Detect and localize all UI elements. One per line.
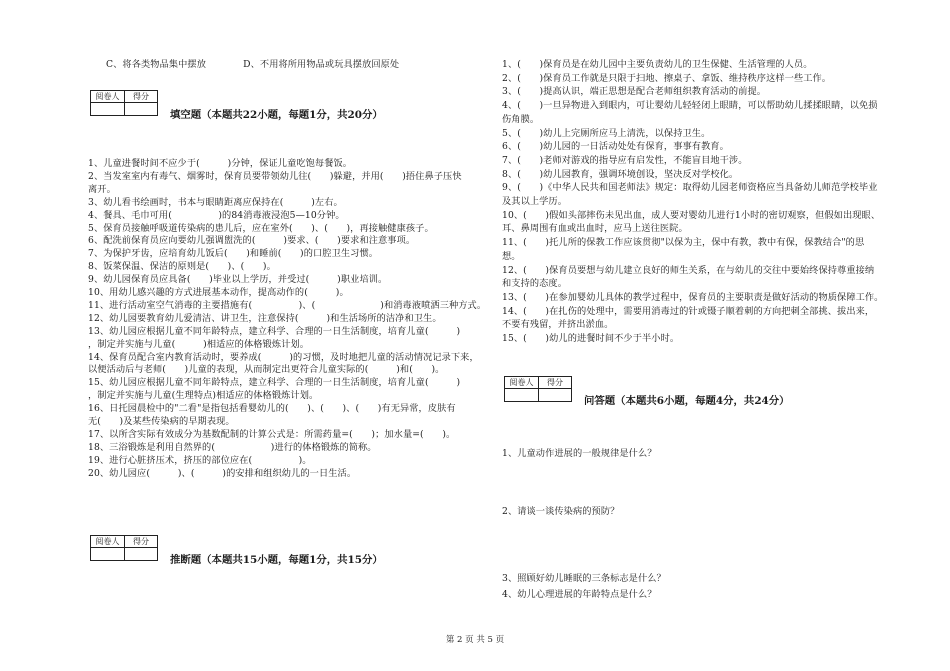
question-line: 14、保育员配合室内教育活动时，要养成( )的习惯，及时地把儿童的活动情况记录下来， [88,351,479,363]
question-line: 13、幼儿园应根据儿童不同年龄特点，建立科学、合理的一日生活制度，培育儿童( ) [88,325,461,337]
question-line: 4、( )一旦异物进入到眼内，可让婴幼儿轻轻闭上眼睛，可以帮助幼儿揉揉眼睛，以免损 [502,100,878,112]
question-line: ，制定并实施与儿童(生理特点)相适应的体格锻炼计划。 [88,390,319,402]
score-cell [125,548,157,560]
question-line: 13、( )在参加婴幼儿具体的教学过程中，保育员的主要职责是做好活动的物质保障工作。 [502,291,884,303]
fill-in-score-box [90,90,158,116]
qa-heading: 问答题（本题共6小题，每题4分，共24分） [584,395,790,407]
fill-in-heading: 填空题（本题共22小题，每题1分，共20分） [170,109,383,121]
question-line: 11、进行活动室空气消毒的主要措施有( )、( )和消毒液喷洒三种方式。 [88,299,487,311]
question-line: 3、幼儿看书绘画时，书本与眼睛距离应保持在( )左右。 [88,196,343,208]
question-line: 1、儿童进餐时间不应少于( )分钟，保证儿童吃饱每餐饭。 [88,158,353,169]
question-line: 3、( )提高认识，端正思想是配合老师组织教育活动的前提。 [502,86,767,98]
score-cell [125,103,157,115]
reviewer-cell [91,103,125,115]
question-line: 以便活动后与老师( )儿童的表现，从而制定出更符合儿童实际的( )和( )。 [88,364,445,376]
question-line: 17、以所含实际有效成分为基数配制的计算公式是：所需药量=( )；加水量=( )。 [88,428,456,440]
question-line: 无( )及某些传染病的早期表现。 [88,416,235,427]
question-line: ，制定并实施与儿童( )相适应的体格锻炼计划。 [88,338,309,350]
question-line: 19、进行心脏挤压术，挤压的部位应在( )。 [88,454,312,466]
qa-question: 3、照顾好幼儿睡眠的三条标志是什么？ [502,573,666,584]
score-label: 得分 [125,91,157,103]
question-line: 4、餐具、毛巾可用( )的84消毒液浸泡5—10分钟。 [88,209,345,221]
question-line: 15、( )幼儿的进餐时间不少于半小时。 [502,333,680,344]
question-line: 8、饭菜保温、保洁的原则是( )、( )。 [88,261,276,273]
question-line: 20、幼儿园应( )、( )的安排和组织幼儿的一日生活。 [88,467,357,479]
reviewer-label: 阅卷人 [505,377,539,389]
question-line: 耳、鼻周围有血或出血时，应马上送往医院。 [502,223,688,235]
question-line: 离开。 [88,183,116,195]
question-line: 9、幼儿园保育员应具备( )毕业以上学历，并受过( )职业培训。 [88,274,388,286]
question-line: 8、( )幼儿园教育，强调环境创设，坚决反对学校化。 [502,168,739,180]
question-line: 12、( )保育员要想与幼儿建立良好的师生关系，在与幼儿的交往中要始终保持尊重接纳 [502,264,875,276]
question-line: 14、( )在扎伤的处理中，需要用消毒过的针或镊子顺着刺的方向把刺全部挑、拔出来， [502,305,875,317]
question-line: 16、日托园晨检中的"二看"是指包括看婴幼儿的( )、( )、( )有无异常，皮肤有 [88,403,456,415]
question-line: 想。 [502,250,521,262]
question-line: 及其以上学历。 [502,196,568,207]
question-line: 5、保育员接触呼吸道传染病的患儿后，应在室外( )、( )，再接触健康孩子。 [88,222,434,234]
qa-score-box [504,376,572,402]
question-line: 7、( )老师对游戏的指导应有启发性，不能盲目地干涉。 [502,154,748,166]
reviewer-label: 阅卷人 [91,536,125,548]
question-line: 7、为保护牙齿，应培育幼儿饭后( )和睡前( )的口腔卫生习惯。 [88,248,379,260]
question-line: 6、配洗前保育员应向要幼儿强调盥洗的( )要求、( )要求和注意事项。 [88,235,416,247]
score-label: 得分 [539,377,571,389]
question-line: 2、( )保育员工作就是只限于扫地、擦桌子、拿饭、维持秩序这样一些工作。 [502,72,832,84]
question-line: 18、三浴锻炼是利用自然界的( )进行的体格锻炼的简称。 [88,441,377,453]
true-false-score-box [90,535,158,561]
question-line: 12、幼儿园要教育幼儿爱清洁、讲卫生，注意保持( )和生活场所的洁净和卫生。 [88,312,442,324]
question-line: 10、( )假如头部摔伤未见出血，成人要对婴幼儿进行1小时的密切观察，但假如出现眼、 [502,209,881,221]
question-line: 6、( )幼儿园的一日活动处处有保育，事事有教育。 [502,141,729,153]
question-line: 1、( )保育员是在幼儿园中主要负责幼儿的卫生保健、生活管理的人员。 [502,59,813,70]
question-line: 11、( )托儿所的保教工作应该贯彻"以保为主，保中有教，教中有保，保教结合"的思 [502,237,865,249]
question-line: 15、幼儿园应根据儿童不同年龄特点，建立科学、合理的一日生活制度，培育儿童( ) [88,377,461,389]
true-false-heading: 推断题（本题共15小题，每题1分，共15分） [170,554,383,566]
question-line: 伤角膜。 [502,113,540,125]
reviewer-cell [505,389,539,401]
reviewer-cell [91,548,125,560]
question-line: 不要有残留，并挤出淤血。 [502,319,614,331]
top-options: C、将各类物品集中摆放 D、不用将所用物品或玩具摆放回原处 [106,59,400,70]
qa-question: 1、儿童动作进展的一般规律是什么？ [502,448,657,459]
question-line: 9、( )《中华人民共和国老师法》规定：取得幼儿园老师资格应当具备幼儿师范学校毕业 [502,182,878,194]
qa-question: 2、请谈一谈传染病的预防？ [502,506,620,517]
qa-question: 4、幼儿心理进展的年龄特点是什么？ [502,589,657,600]
page-number: 第 2 页 共 5 页 [445,635,505,645]
question-line: 5、( )幼儿上完厕所应马上清洗，以保持卫生。 [502,127,711,139]
score-cell [539,389,571,401]
question-line: 10、用幼儿感兴趣的方式进展基本动作，提高动作的( )。 [88,287,349,298]
question-line: 2、当发室室内有毒气、烟雾时，保育员要带领幼儿往( )躲避，并用( )捂住鼻子压快 [88,170,462,182]
score-label: 得分 [125,536,157,548]
reviewer-label: 阅卷人 [91,91,125,103]
question-line: 和支持的态度。 [502,278,568,290]
